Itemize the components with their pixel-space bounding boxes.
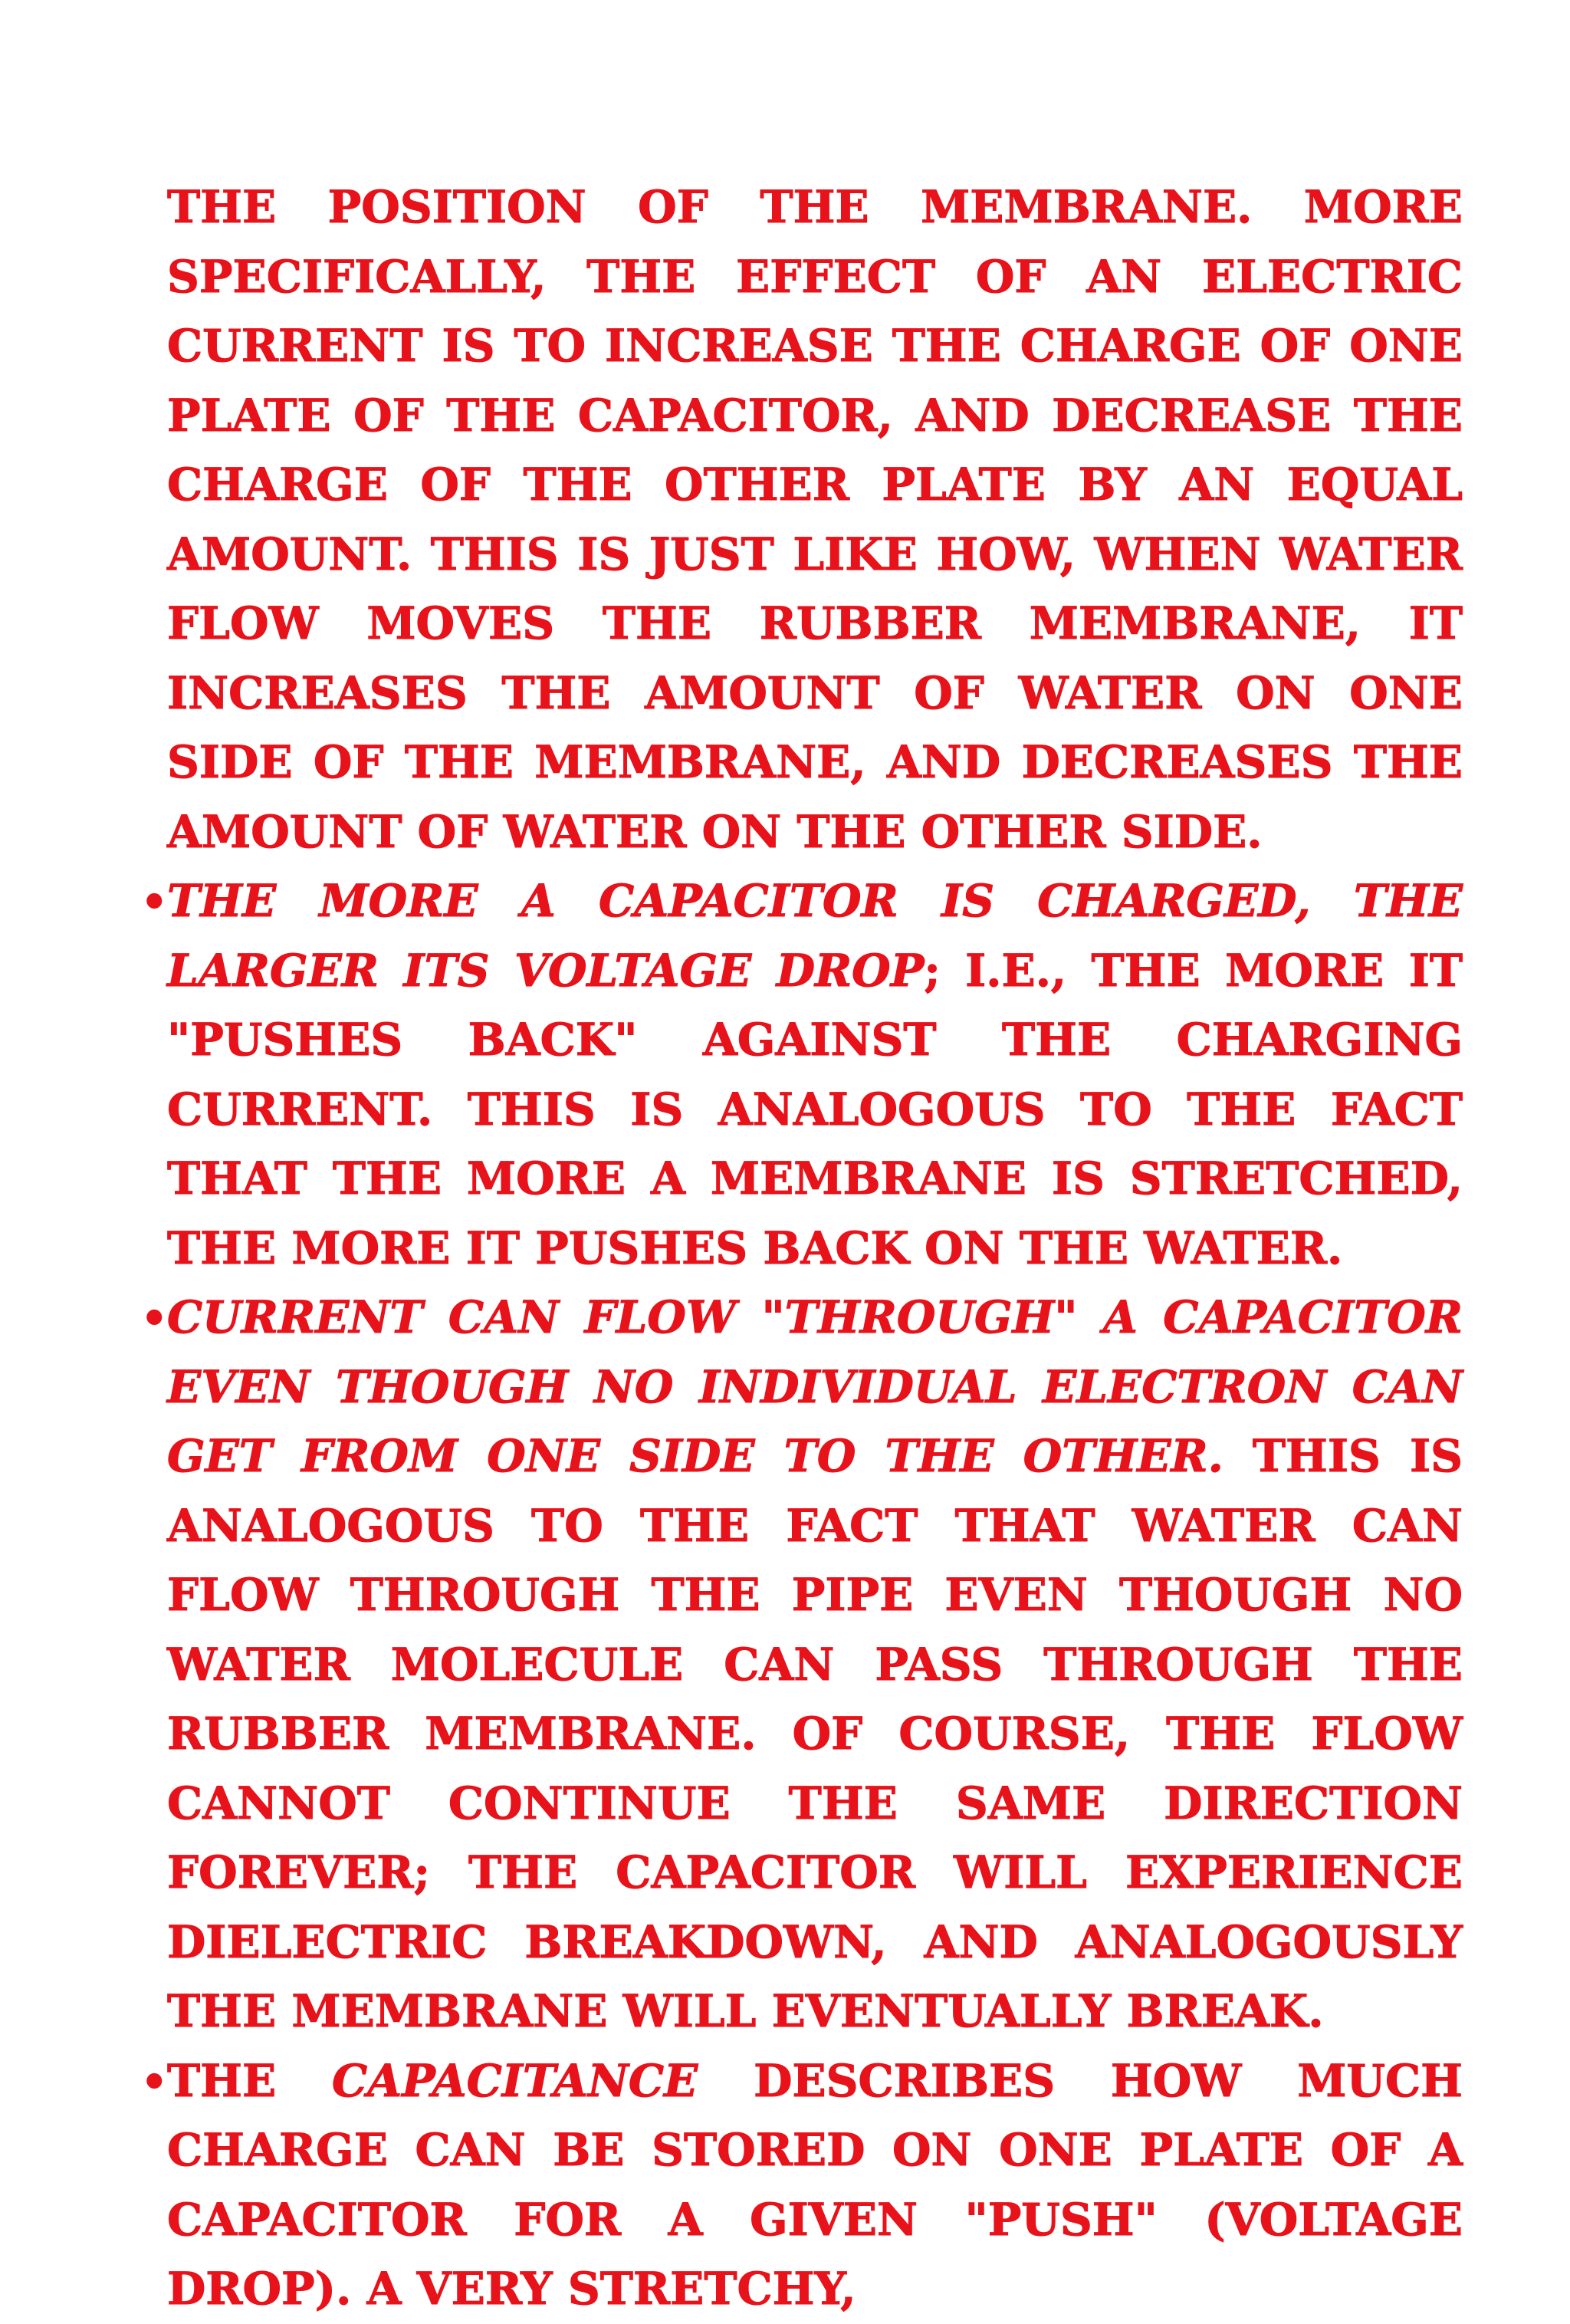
- bullet-icon: [141, 1283, 163, 1353]
- bullet-item-capacitance: [167, 2046, 1463, 2324]
- bullet-text: THIS IS ANALOGOUS TO THE FACT THAT WATER CAN FLOW THROUGH THE PIPE EVEN THOUGH NO WATER MOLECULE CAN PASS THROUGH THE RUBBER MEMBRANE. OF COURSE, THE FLOW CANNOT CONTINUE THE SAME DIRECTION FOREVER; THE CAPACITOR WILL EXPERIENCE DIELECTRIC BREAKDOWN, AND ANALOGOUSLY THE MEMBRANE WILL EVENTUALLY BREAK.: [167, 1430, 1463, 2037]
- bullet-lead: THE: [167, 2054, 333, 2107]
- bullet-emphasis: CAPACITANCE: [332, 2054, 698, 2107]
- bullet-emphasis: THE MORE A CAPACITOR IS CHARGED, THE LARGER ITS VOLTAGE DROP: [167, 875, 1463, 997]
- bullet-emphasis: CURRENT CAN FLOW "THROUGH" A CAPACITOR EVEN THOUGH NO INDIVIDUAL ELECTRON CAN GET FROM ONE SIDE TO THE OTHER.: [167, 1291, 1463, 1482]
- bullet-text: DESCRIBES HOW MUCH CHARGE CAN BE STORED ON ONE PLATE OF A CAPACITOR FOR A GIVEN "PUSH" (VOLTAGE DROP). A VERY STRETCHY,: [167, 2054, 1463, 2315]
- bullet-icon: [141, 866, 163, 937]
- intro-paragraph: THE POSITION OF THE MEMBRANE. MORE SPECIFICALLY, THE EFFECT OF AN ELECTRIC CURRENT IS TO INCREASE THE CHARGE OF ONE PLATE OF THE CAPACITOR, AND DECREASE THE CHARGE OF THE OTHER PLATE BY AN EQUAL AMOUNT. THIS IS JUST LIKE HOW, WHEN WATER FLOW MOVES THE RUBBER MEMBRANE, IT INCREASES THE AMOUNT OF WATER ON ONE SIDE OF THE MEMBRANE, AND DECREASES THE AMOUNT OF WATER ON THE OTHER SIDE.: [167, 181, 1463, 858]
- bullet-item-current-flow: [167, 1283, 1463, 2046]
- document-body: [167, 173, 1463, 2324]
- bullet-item-voltage-drop: [167, 866, 1463, 1283]
- bullet-text: ; I.E., THE MORE IT "PUSHES BACK" AGAINST THE CHARGING CURRENT. THIS IS ANALOGOUS TO THE FACT THAT THE MORE A MEMBRANE IS STRETCHED, THE MORE IT PUSHES BACK ON THE WATER.: [167, 944, 1463, 1274]
- bullet-icon: [141, 2046, 163, 2117]
